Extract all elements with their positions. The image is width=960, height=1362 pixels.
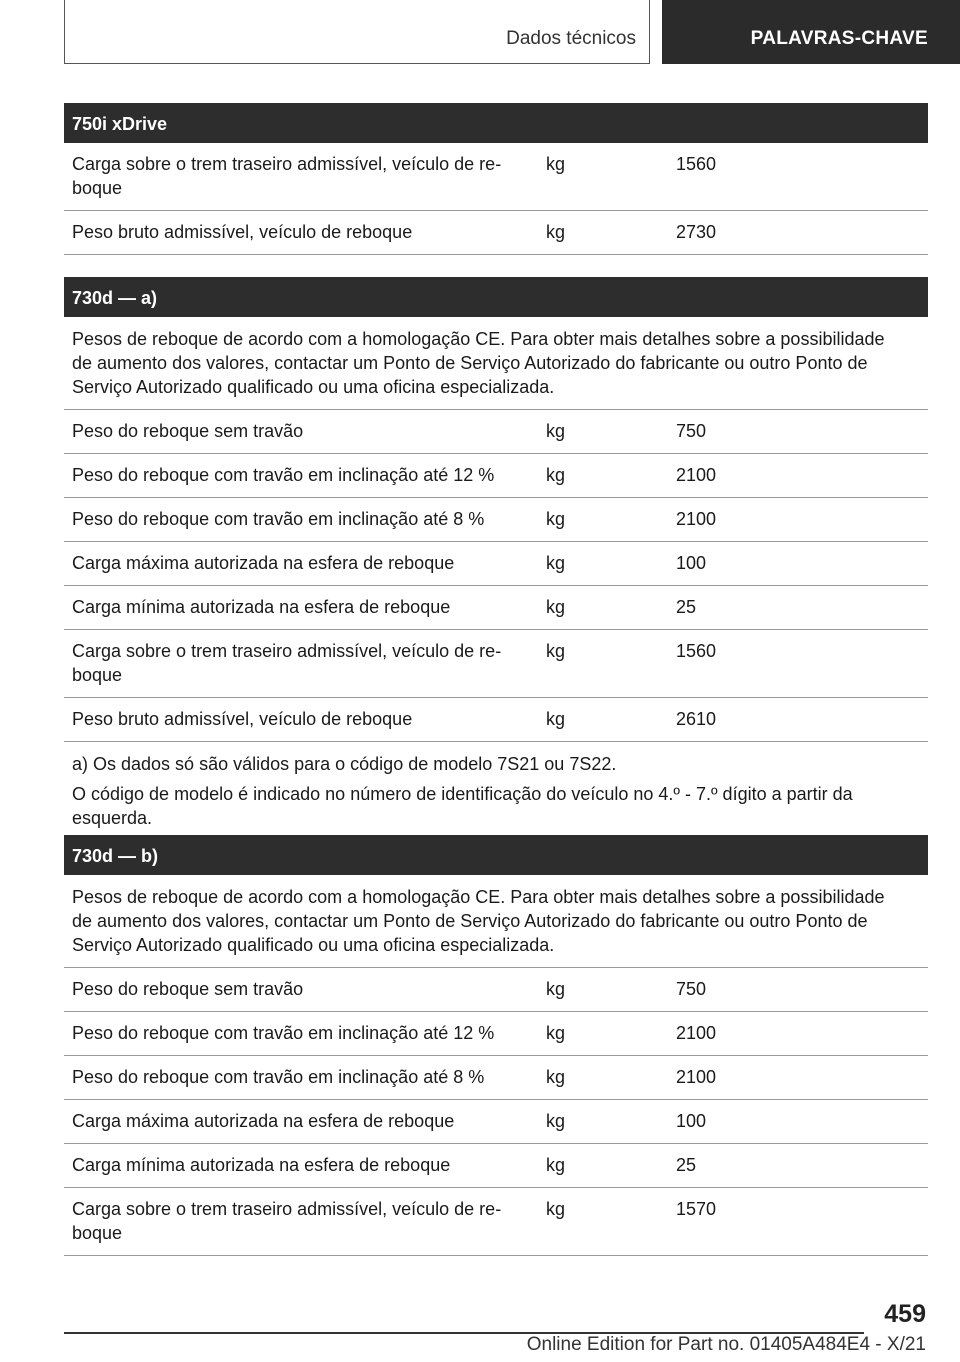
table-row [64, 542, 928, 586]
table-row [64, 454, 928, 498]
table-row [64, 1144, 928, 1188]
row-unit: kg [546, 1067, 566, 1087]
row-unit: kg [546, 465, 566, 485]
row-value: 2730 [676, 222, 717, 242]
row-value: 1560 [676, 641, 717, 661]
row-value: 100 [676, 1111, 707, 1131]
row-label: Peso bruto admissível, veículo de reboque [72, 222, 413, 242]
row-unit: kg [546, 421, 566, 441]
row-label: Carga sobre o trem traseiro admissível, veículo de reboque [72, 641, 502, 685]
row-value: 1560 [676, 154, 717, 174]
row-unit: kg [546, 1023, 566, 1043]
table-footnote [64, 742, 928, 841]
row-label: Peso do reboque sem travão [72, 979, 304, 999]
table-note: Pesos de reboque de acordo com a homologação CE. Para obter mais detalhes sobre a possibilidade de aumento dos valores, contactar um Ponto de Serviço Autorizado do fabricante ou outro Ponto de Serviço Autorizado qualificado ou uma oficina especializada. [64, 317, 928, 410]
table-title: 750i xDrive [64, 103, 928, 143]
row-value: 2100 [676, 1067, 717, 1087]
row-unit: kg [546, 641, 566, 661]
row-unit: kg [546, 979, 566, 999]
row-label: Peso do reboque com travão em inclinação até 12 % [72, 465, 495, 485]
row-unit: kg [546, 222, 566, 242]
row-value: 2610 [676, 709, 717, 729]
row-unit: kg [546, 1155, 566, 1175]
row-unit: kg [546, 553, 566, 573]
table-row [64, 1100, 928, 1144]
row-unit: kg [546, 509, 566, 529]
table-title: 730d — b) [64, 835, 928, 875]
row-label: Peso do reboque com travão em inclinação até 12 % [72, 1023, 495, 1043]
row-value: 100 [676, 553, 707, 573]
table-note: Pesos de reboque de acordo com a homologação CE. Para obter mais detalhes sobre a possibilidade de aumento dos valores, contactar um Ponto de Serviço Autorizado do fabricante ou outro Ponto de Serviço Autorizado qualificado ou uma oficina especializada. [64, 875, 928, 968]
row-label: Peso bruto admissível, veículo de reboque [72, 709, 413, 729]
row-unit: kg [546, 154, 566, 174]
row-value: 2100 [676, 509, 717, 529]
table-row [64, 586, 928, 630]
keywords-tab[interactable] [662, 0, 960, 64]
table-row [64, 968, 928, 1012]
table-730d-b [64, 835, 928, 1256]
table-row [64, 143, 928, 211]
footnote-line: O código de modelo é indicado no número de identificação do veículo no 4.º - 7.º dígito a partir da esquerda. [72, 784, 853, 828]
row-label: Carga sobre o trem traseiro admissível, veículo de reboque [72, 154, 502, 198]
row-label: Carga mínima autorizada na esfera de reboque [72, 597, 451, 617]
row-value: 25 [676, 1155, 697, 1175]
row-label: Carga máxima autorizada na esfera de reboque [72, 553, 455, 573]
page-number: 459 [884, 1300, 926, 1328]
table-row [64, 1012, 928, 1056]
section-title: Dados técnicos [506, 28, 636, 49]
table-row [64, 630, 928, 698]
row-unit: kg [546, 709, 566, 729]
row-value: 2100 [676, 1023, 717, 1043]
row-unit: kg [546, 597, 566, 617]
table-row [64, 211, 928, 255]
footnote-line: a) Os dados só são válidos para o código de modelo 7S21 ou 7S22. [72, 754, 617, 774]
row-value: 1570 [676, 1199, 717, 1219]
row-value: 25 [676, 597, 697, 617]
table-row [64, 1056, 928, 1100]
table-row [64, 498, 928, 542]
table-row [64, 1188, 928, 1256]
row-unit: kg [546, 1199, 566, 1219]
row-label: Carga sobre o trem traseiro admissível, veículo de reboque [72, 1199, 502, 1243]
row-label: Carga máxima autorizada na esfera de reboque [72, 1111, 455, 1131]
row-label: Peso do reboque com travão em inclinação até 8 % [72, 1067, 485, 1087]
keywords-tab-label: PALAVRAS-CHAVE [750, 28, 928, 49]
edition-text: Online Edition for Part no. 01405A484E4 - X/21 [526, 1334, 926, 1355]
row-value: 750 [676, 979, 707, 999]
table-title: 730d — a) [64, 277, 928, 317]
row-value: 2100 [676, 465, 717, 485]
row-label: Carga mínima autorizada na esfera de reboque [72, 1155, 451, 1175]
row-unit: kg [546, 1111, 566, 1131]
row-label: Peso do reboque sem travão [72, 421, 304, 441]
table-row [64, 698, 928, 742]
table-row [64, 410, 928, 454]
row-label: Peso do reboque com travão em inclinação até 8 % [72, 509, 485, 529]
table-750i-xdrive [64, 103, 928, 255]
row-value: 750 [676, 421, 707, 441]
table-730d-a [64, 277, 928, 841]
